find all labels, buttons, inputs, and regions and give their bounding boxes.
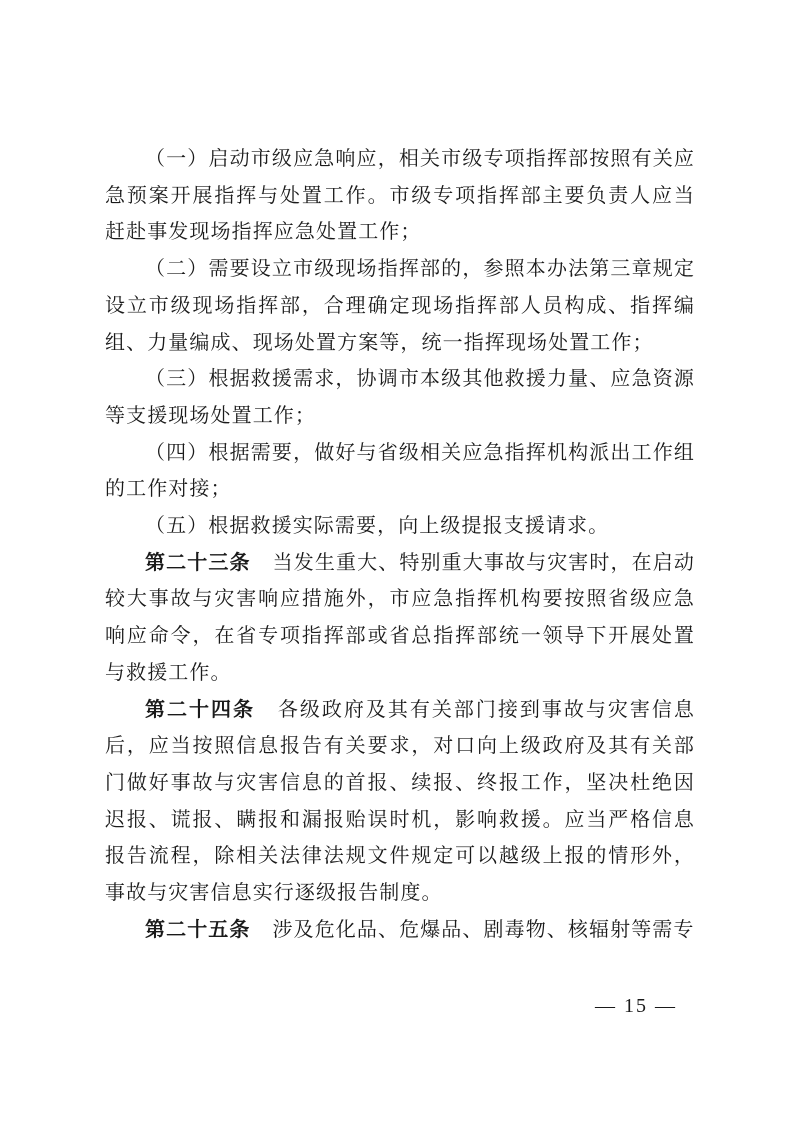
article-heading: 第二十三条 (145, 549, 251, 574)
article-heading: 第二十五条 (145, 916, 251, 941)
paragraph-4 (105, 434, 695, 507)
paragraph-3 (105, 360, 695, 433)
paragraph-text: 各级政府及其有关部门接到事故与灾害信息后，应当按照信息报告有关要求，对口向上级政府及其有关部门做好事故与灾害信息的首报、续报、终报工作，坚决杜绝因迟报、谎报、瞒报和漏报贻误时机，影响救援。应当严格信息报告流程，除相关法律法规文件规定可以越级上报的情形外，事故与灾害信息实行逐级报告制度。 (105, 696, 695, 905)
paragraph-text: （四）根据需要，做好与省级相关应急指挥机构派出工作组的工作对接； (105, 439, 695, 501)
paragraph-text: （一）启动市级应急响应，相关市级专项指挥部按照有关应急预案开展指挥与处置工作。市级专项指挥部主要负责人应当赶赴事发现场指挥应急处置工作； (105, 146, 695, 244)
paragraph-text: 涉及危化品、危爆品、剧毒物、核辐射等需专 (272, 916, 695, 941)
paragraph-text: 当发生重大、特别重大事故与灾害时，在启动较大事故与灾害响应措施外，市应急指挥机构要按照省级应急响应命令，在省专项指挥部或省总指挥部统一领导下开展处置与救援工作。 (105, 549, 696, 684)
paragraph-text: （五）根据救援实际需要，向上级提报支援请求。 (145, 513, 610, 538)
paragraph-text: （三）根据救援需求，协调市本级其他救援力量、应急资源等支援现场处置工作； (105, 366, 695, 427)
article-25 (105, 911, 695, 948)
article-23 (105, 544, 695, 691)
document-body (105, 140, 695, 947)
article-heading: 第二十四条 (145, 696, 255, 721)
page-number: — 15 — (595, 995, 677, 1017)
paragraph-5 (105, 507, 695, 544)
paragraph-text: （二）需要设立市级现场指挥部的，参照本办法第三章规定设立市级现场指挥部，合理确定现场指挥部人员构成、指挥编组、力量编成、现场处置方案等，统一指挥现场处置工作； (105, 256, 695, 354)
paragraph-1 (105, 140, 695, 250)
article-24 (105, 691, 695, 911)
paragraph-2 (105, 250, 695, 360)
